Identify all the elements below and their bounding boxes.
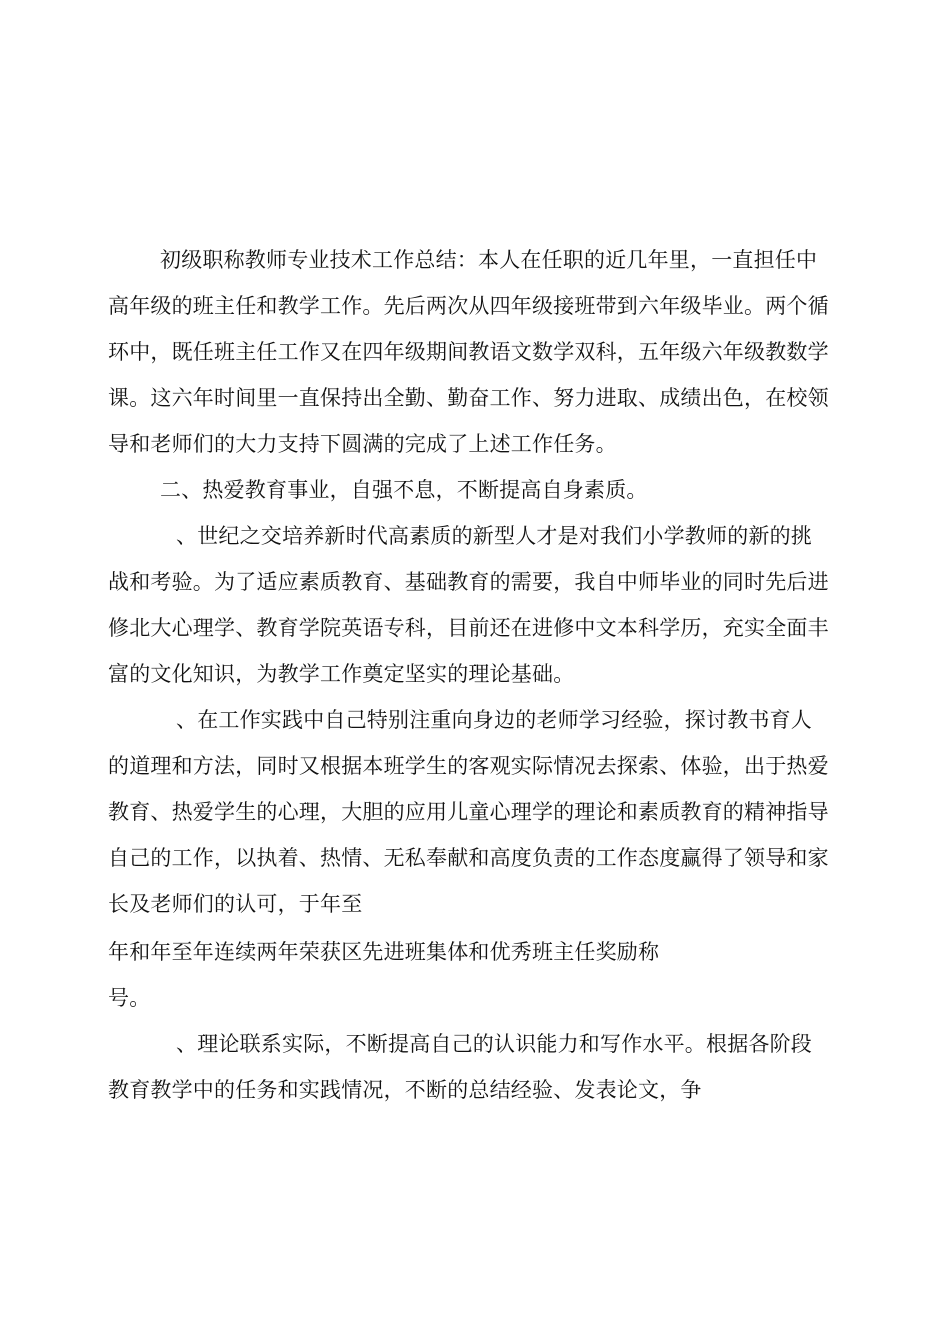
paragraph-1-line-3: 环中，既任班主任工作又在四年级期间教语文数学双科，五年级六年级教数学 [108,340,829,364]
paragraph-2-line-3: 修北大心理学、教育学院英语专科，目前还在进修中文本科学历，充实全面丰 [108,616,829,640]
paragraph-3-line-4: 自己的工作，以执着、热情、无私奉献和高度负责的工作态度赢得了领导和家 [108,846,829,870]
paragraph-1-line-1: 初级职称教师专业技术工作总结：本人在任职的近几年里，一直担任中 [160,248,818,272]
paragraph-1-line-2: 高年级的班主任和教学工作。先后两次从四年级接班带到六年级毕业。两个循 [108,294,829,318]
paragraph-1-line-4: 课。这六年时间里一直保持出全勤、勤奋工作、努力进取、成绩出色，在校领 [108,386,829,410]
paragraph-3-line-7: 号。 [108,986,151,1010]
paragraph-3-line-5: 长及老师们的认可，于年至 [108,892,363,916]
paragraph-4-line-2: 教育教学中的任务和实践情况，不断的总结经验、发表论文，争 [108,1078,702,1102]
paragraph-3-line-1: 、在工作实践中自己特别注重向身边的老师学习经验，探讨教书育人 [176,708,812,732]
paragraph-2-line-4: 富的文化知识，为教学工作奠定坚实的理论基础。 [108,662,575,686]
paragraph-3-line-2: 的道理和方法，同时又根据本班学生的客观实际情况去探索、体验，出于热爱 [108,754,829,778]
paragraph-1-line-5: 导和老师们的大力支持下圆满的完成了上述工作任务。 [108,432,617,456]
paragraph-3-line-6: 年和年至年连续两年荣获区先进班集体和优秀班主任奖励称 [108,940,660,964]
paragraph-3-line-3: 教育、热爱学生的心理，大胆的应用儿童心理学的理论和素质教育的精神指导 [108,800,829,824]
paragraph-2-line-2: 战和考验。为了适应素质教育、基础教育的需要，我自中师毕业的同时先后进 [108,570,829,594]
section-heading-2: 二、热爱教育事业，自强不息，不断提高自身素质。 [160,478,648,502]
paragraph-2-line-1: 、世纪之交培养新时代高素质的新型人才是对我们小学教师的新的挑 [176,524,812,548]
paragraph-4-line-1: 、理论联系实际，不断提高自己的认识能力和写作水平。根据各阶段 [176,1032,812,1056]
